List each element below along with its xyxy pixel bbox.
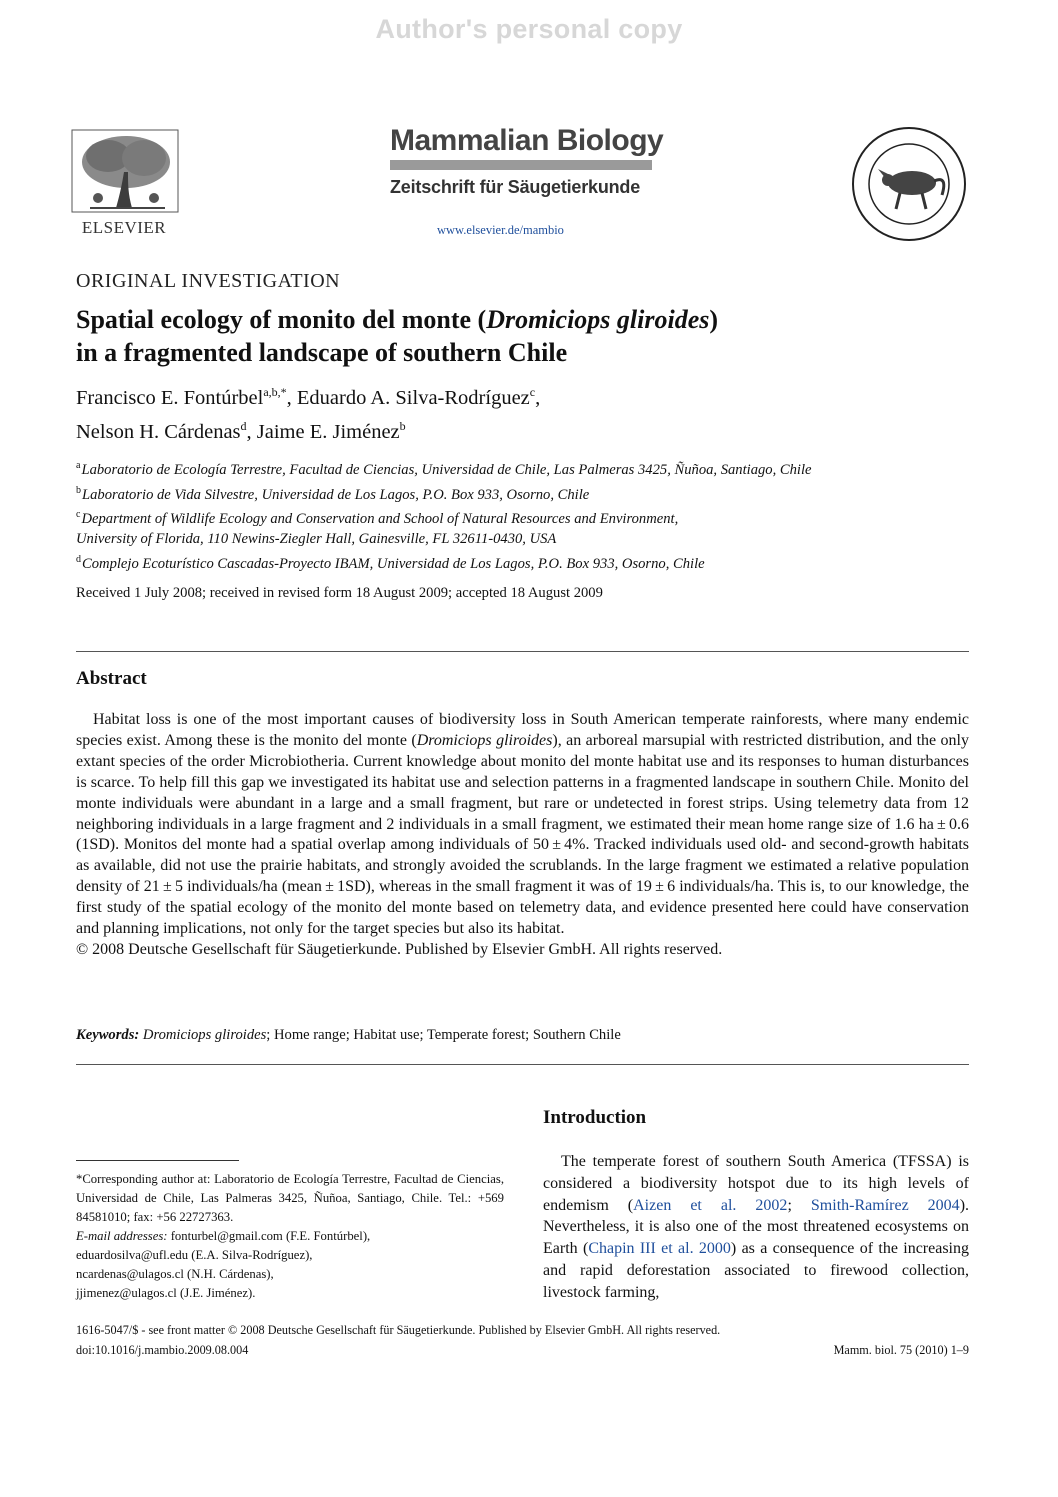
email-label: E-mail addresses: [76,1229,168,1243]
author-name: Eduardo A. Silva-Rodríguez [296,387,530,409]
intro-text: ; [787,1196,811,1214]
abstract-bottom-rule [76,1064,969,1065]
affiliation-text: Complejo Ecoturístico Cascadas-Proyecto IBAM, Universidad de Los Lagos, P.O. Box 933, Osorno, Chile [82,555,705,572]
affiliation-mark: c [76,509,81,521]
footnote-text: Corresponding author at: Laboratorio de Ecología Terrestre, Facultad de Ciencias, Universidad de Chile, Las Palmeras 3425, Ñuñoa, Santiago, Chile. Tel.: +569 84581010; fax: +56 22727363. [76,1172,504,1224]
email-address[interactable]: eduardosilva@ufl.edu (E.A. Silva-Rodríguez), [76,1248,313,1262]
email-address[interactable]: fonturbel@gmail.com (F.E. Fontúrbel), [170,1229,371,1243]
received-dates: Received 1 July 2008; received in revised form 18 August 2009; accepted 18 August 2009 [76,585,603,601]
abstract-text: Habitat loss is one of the most important causes of biodiversity loss in South American temperate rainforests, where many endemic species exist. Among these is the monito del monte ( [76,711,969,749]
corresponding-author-note [76,1170,504,1227]
author-affil-mark[interactable]: b [399,419,406,433]
affiliation-text: Laboratorio de Ecología Terrestre, Facultad de Ciencias, Universidad de Chile, Las Palmeras 3425, Ñuñoa, Santiago, Chile [81,462,812,478]
intro-text: ) as a consequence of the increasing and rapid deforestation associated to firewood collection, livestock farming, [543,1240,969,1301]
publisher-name: ELSEVIER [81,218,167,237]
keywords-label: Keywords: [76,1027,140,1043]
author-name: Jaime E. Jiménez [256,421,400,443]
article-type: ORIGINAL INVESTIGATION [76,270,341,292]
affiliation-text: Laboratorio de Vida Silvestre, Universidad de Los Lagos, P.O. Box 933, Osorno, Chile [82,486,590,503]
abstract-top-rule [76,651,969,652]
footnote [76,1170,504,1303]
author-affil-mark[interactable]: a,b,* [263,385,287,399]
intro-text: ). Nevertheless, it is also one of the most threatened ecosystems on Earth ( [543,1196,970,1258]
author-affil-mark[interactable]: d [240,419,247,433]
abstract-body [76,710,969,961]
title-line-2: in a fragmented landscape of southern Chile [76,338,568,367]
affiliation-item [76,481,976,506]
affiliation-text: University of Florida, 110 Newins-Ziegler Hall, Gainesville, FL 32611-0430, USA [76,531,557,548]
introduction-paragraph [543,1151,969,1304]
abstract-species: Dromiciops gliroides [416,731,553,749]
keywords [76,1027,969,1044]
email-address[interactable]: jjimenez@ulagos.cl (J.E. Jiménez). [76,1286,256,1300]
author-affil-mark[interactable]: c [529,385,536,399]
article-title [76,303,896,369]
affiliation-mark: d [76,553,81,565]
affiliation-item [76,550,976,575]
issn-line: 1616-5047/$ - see front matter © 2008 Deutsche Gesellschaft für Säugetierkunde. Published by Elsevier GmbH. All rights reserved. [76,1323,721,1337]
citation-link[interactable]: Smith-Ramírez 2004 [810,1196,960,1214]
journal-url-link[interactable]: www.elsevier.de/mambio [437,223,564,237]
email-line [76,1227,504,1246]
affiliation-mark: b [76,484,81,496]
title-text: Spatial ecology of monito del monte ( [76,305,487,334]
abstract-copyright: © 2008 Deutsche Gesellschaft für Säugetierkunde. Published by Elsevier GmbH. All rights reserved. [76,940,723,958]
author-list [76,378,896,446]
watermark-text: Author's personal copy [375,14,683,44]
author-separator: , [535,387,541,409]
footnote-star: * [76,1172,83,1186]
abstract-text: ), an arboreal marsupial with restricted distribution, and the only extant species of the order Microbiotheria. Current knowledge about monito del monte habitat use and its responses to human disturbances is scarce. To help fill this gap we investigated its habitat use and selection patterns in a fragmented landscape in southern Chile. Monito del monte individuals were abundant in a large and a small fragment, but rare or undetected in forest strips. Using telemetry data from 12 neighboring individuals in a large fragment and 2 individuals in a small fragment, we estimated their mean home range size of 1.6 ha ± 0.6 (1SD). Monitos del monte had a spatial overlap among individuals of 50 ± 4%. Tracked individuals used old- and second-growth habitats as available, did not use the prairie habitats, and strongly avoided the scrublands. In the large fragment we estimated a relative population density of 21 ± 5 individuals/ha (mean ± 1SD), whereas in the small fragment it was of 19 ± 6 individuals/ha. This is, to our knowledge, the first study of the spatial ecology of the monito del monte based on telemetry data, and evidence presented here could have conservation and planning implications, not only for the target species but also its habitat. [76,731,969,938]
doi-line[interactable]: doi:10.1016/j.mambio.2009.08.004 [76,1343,249,1357]
journal-citation: Mamm. biol. 75 (2010) 1–9 [833,1343,969,1357]
title-text-close: ) [709,305,719,334]
author-name: Nelson H. Cárdenas [76,421,241,443]
introduction-heading: Introduction [543,1107,647,1128]
affiliation-text: Department of Wildlife Ecology and Conservation and School of Natural Resources and Environment, [81,511,679,528]
journal-title: Mammalian Biology [390,124,664,157]
keyword-species: Dromiciops gliroides [142,1027,267,1043]
page-footer [76,1320,969,1360]
footnote-rule [76,1160,239,1161]
intro-text: The temperate forest of southern South America (TFSSA) is considered a biodiversity hotspot due to its high levels of endemism ( [543,1153,969,1214]
abstract-heading: Abstract [76,668,147,689]
title-species: Dromiciops gliroides [486,305,710,334]
journal-title-rule [390,160,652,170]
author-separator: , [246,421,257,443]
journal-subtitle: Zeitschrift für Säugetierkunde [390,177,641,197]
affiliation-mark: a [76,460,81,471]
citation-link[interactable]: Chapin III et al. 2000 [588,1240,731,1258]
introduction-body [543,1151,969,1304]
author-name: Francisco E. Fontúrbel [76,387,264,409]
affiliation-list [76,456,976,575]
author-separator: , [286,387,297,409]
affiliation-item [76,456,976,481]
keywords-rest: ; Home range; Habitat use; Temperate forest; Southern Chile [266,1027,621,1043]
abstract-paragraph [76,710,969,940]
citation-link[interactable]: Aizen et al. 2002 [633,1196,788,1214]
society-seal-icon [850,125,968,243]
affiliation-item [76,530,976,550]
affiliation-item [76,505,976,530]
email-address[interactable]: ncardenas@ulagos.cl (N.H. Cárdenas), [76,1267,274,1281]
